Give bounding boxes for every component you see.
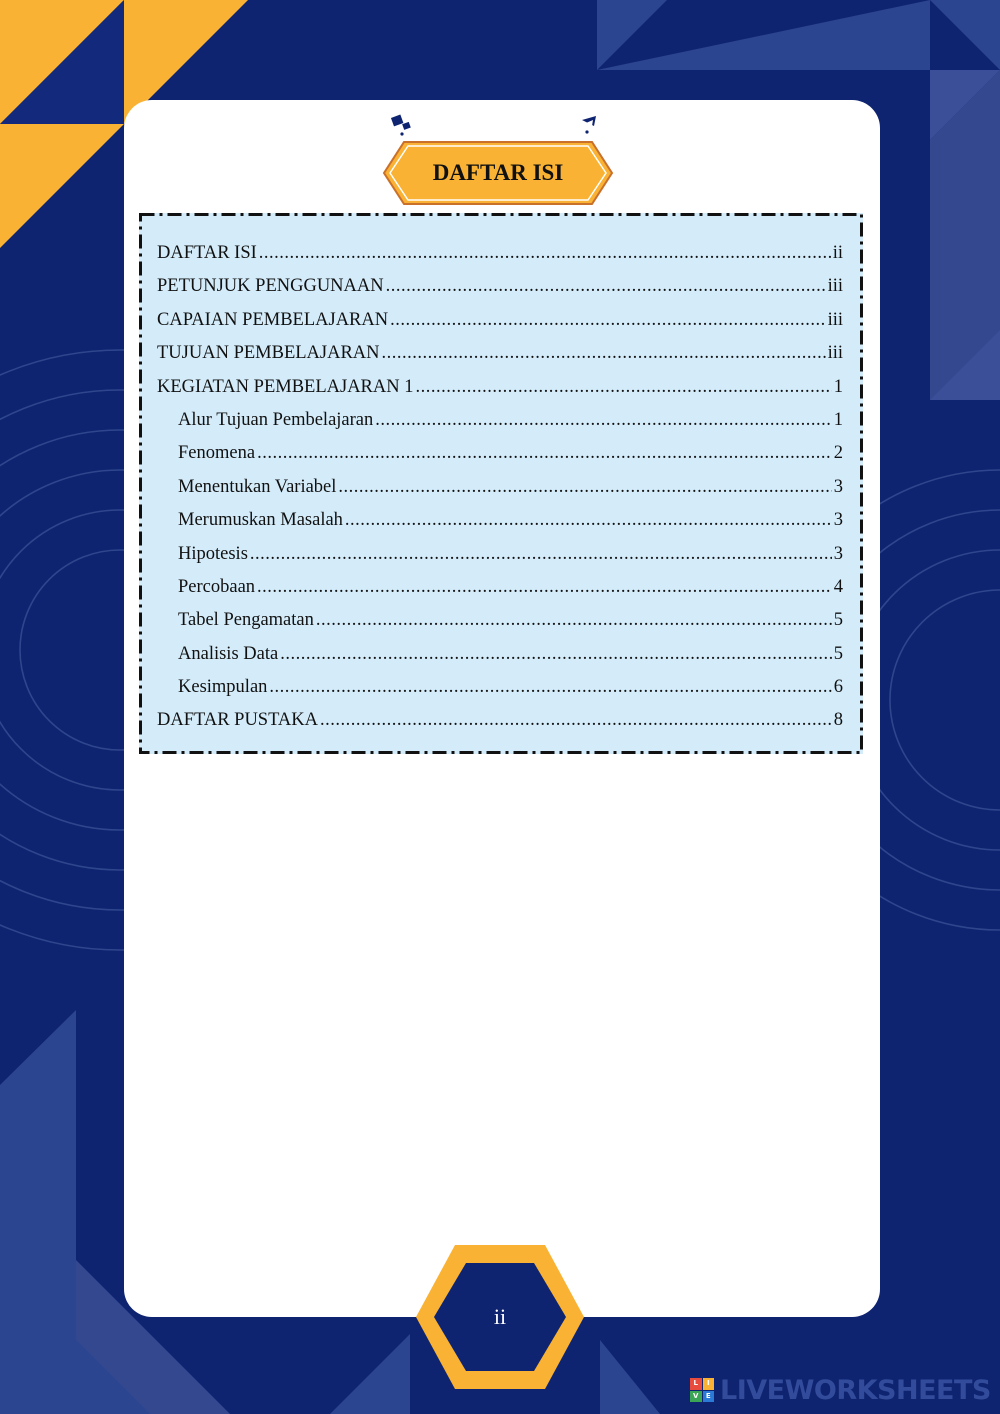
toc-entry-label: Tabel Pengamatan <box>178 610 314 631</box>
toc-leader-dots <box>386 270 826 303</box>
page-number: ii <box>493 1304 507 1329</box>
toc-entry-page: 3 <box>833 510 843 531</box>
toc-entry-label: KEGIATAN PEMBELAJARAN 1 <box>157 376 414 397</box>
toc-entry-page: iii <box>827 309 843 330</box>
toc-entry-page: iii <box>827 276 843 297</box>
toc-entry[interactable] <box>157 337 843 370</box>
toc-leader-dots <box>338 471 831 504</box>
watermark-text: LIVEWORKSHEETS <box>720 1374 991 1406</box>
toc-entry-label: Kesimpulan <box>178 677 268 698</box>
toc-leader-dots <box>250 538 832 571</box>
toc-entry[interactable] <box>157 304 843 337</box>
toc-entry-page: 3 <box>833 476 843 497</box>
toc-leader-dots <box>416 371 832 404</box>
logo-letter: E <box>703 1391 715 1403</box>
toc-entry[interactable] <box>157 270 843 303</box>
toc-leader-dots <box>257 437 832 470</box>
toc-entry[interactable] <box>157 371 843 404</box>
logo-letter: L <box>690 1378 702 1390</box>
toc-entry-page: 4 <box>833 576 843 597</box>
toc-entry-page: 8 <box>833 710 843 731</box>
toc-entry-page: ii <box>832 243 843 263</box>
toc-entry-label: Fenomena <box>178 443 256 464</box>
toc-entry-label: CAPAIAN PEMBELAJARAN <box>157 309 389 330</box>
toc-entry[interactable] <box>157 671 843 704</box>
toc-entry-label: DAFTAR PUSTAKA <box>157 710 318 731</box>
flag-left-icon <box>388 112 420 138</box>
toc-leader-dots <box>382 337 826 370</box>
toc-leader-dots <box>390 304 825 337</box>
toc-leader-dots <box>375 404 831 437</box>
logo-letter: I <box>703 1378 715 1390</box>
toc-entry-label: TUJUAN PEMBELAJARAN <box>157 343 380 364</box>
table-of-contents <box>139 213 863 754</box>
toc-entry-label: Analisis Data <box>178 643 279 664</box>
toc-entry[interactable] <box>157 638 843 671</box>
toc-entry[interactable] <box>157 504 843 537</box>
toc-entry-label: Merumuskan Masalah <box>178 510 343 531</box>
toc-list <box>157 237 843 738</box>
toc-leader-dots <box>259 237 831 270</box>
toc-entry-label: Menentukan Variabel <box>178 476 337 497</box>
toc-entry-page: 5 <box>833 610 843 631</box>
toc-entry-page: 1 <box>833 376 843 397</box>
toc-entry[interactable] <box>157 538 843 571</box>
toc-entry-page: 5 <box>833 643 843 664</box>
toc-entry[interactable] <box>157 704 843 737</box>
toc-entry[interactable] <box>157 604 843 637</box>
liveworksheets-logo-icon <box>690 1378 714 1402</box>
toc-entry-page: 3 <box>833 543 843 564</box>
toc-leader-dots <box>345 504 832 537</box>
toc-leader-dots <box>257 571 832 604</box>
toc-entry-label: DAFTAR ISI <box>157 243 257 263</box>
toc-entry-page: 6 <box>833 677 843 698</box>
toc-leader-dots <box>269 671 831 704</box>
toc-entry-page: 1 <box>833 409 843 430</box>
toc-entry[interactable] <box>157 571 843 604</box>
toc-entry[interactable] <box>157 404 843 437</box>
watermark <box>690 1374 991 1406</box>
toc-leader-dots <box>280 638 832 671</box>
toc-entry-page: iii <box>827 343 843 364</box>
toc-entry-label: PETUNJUK PENGGUNAAN <box>157 276 384 297</box>
toc-entry[interactable] <box>157 471 843 504</box>
toc-leader-dots <box>320 704 832 737</box>
toc-entry-label: Hipotesis <box>178 543 248 564</box>
toc-entry-page: 2 <box>833 443 843 464</box>
page-title: DAFTAR ISI <box>432 160 564 185</box>
toc-entry-label: Percobaan <box>178 576 256 597</box>
toc-leader-dots <box>316 604 832 637</box>
flag-right-icon <box>578 114 604 138</box>
toc-entry-label: Alur Tujuan Pembelajaran <box>178 409 374 430</box>
toc-entry[interactable] <box>157 437 843 470</box>
logo-letter: V <box>690 1391 702 1403</box>
toc-entry[interactable] <box>157 237 843 270</box>
